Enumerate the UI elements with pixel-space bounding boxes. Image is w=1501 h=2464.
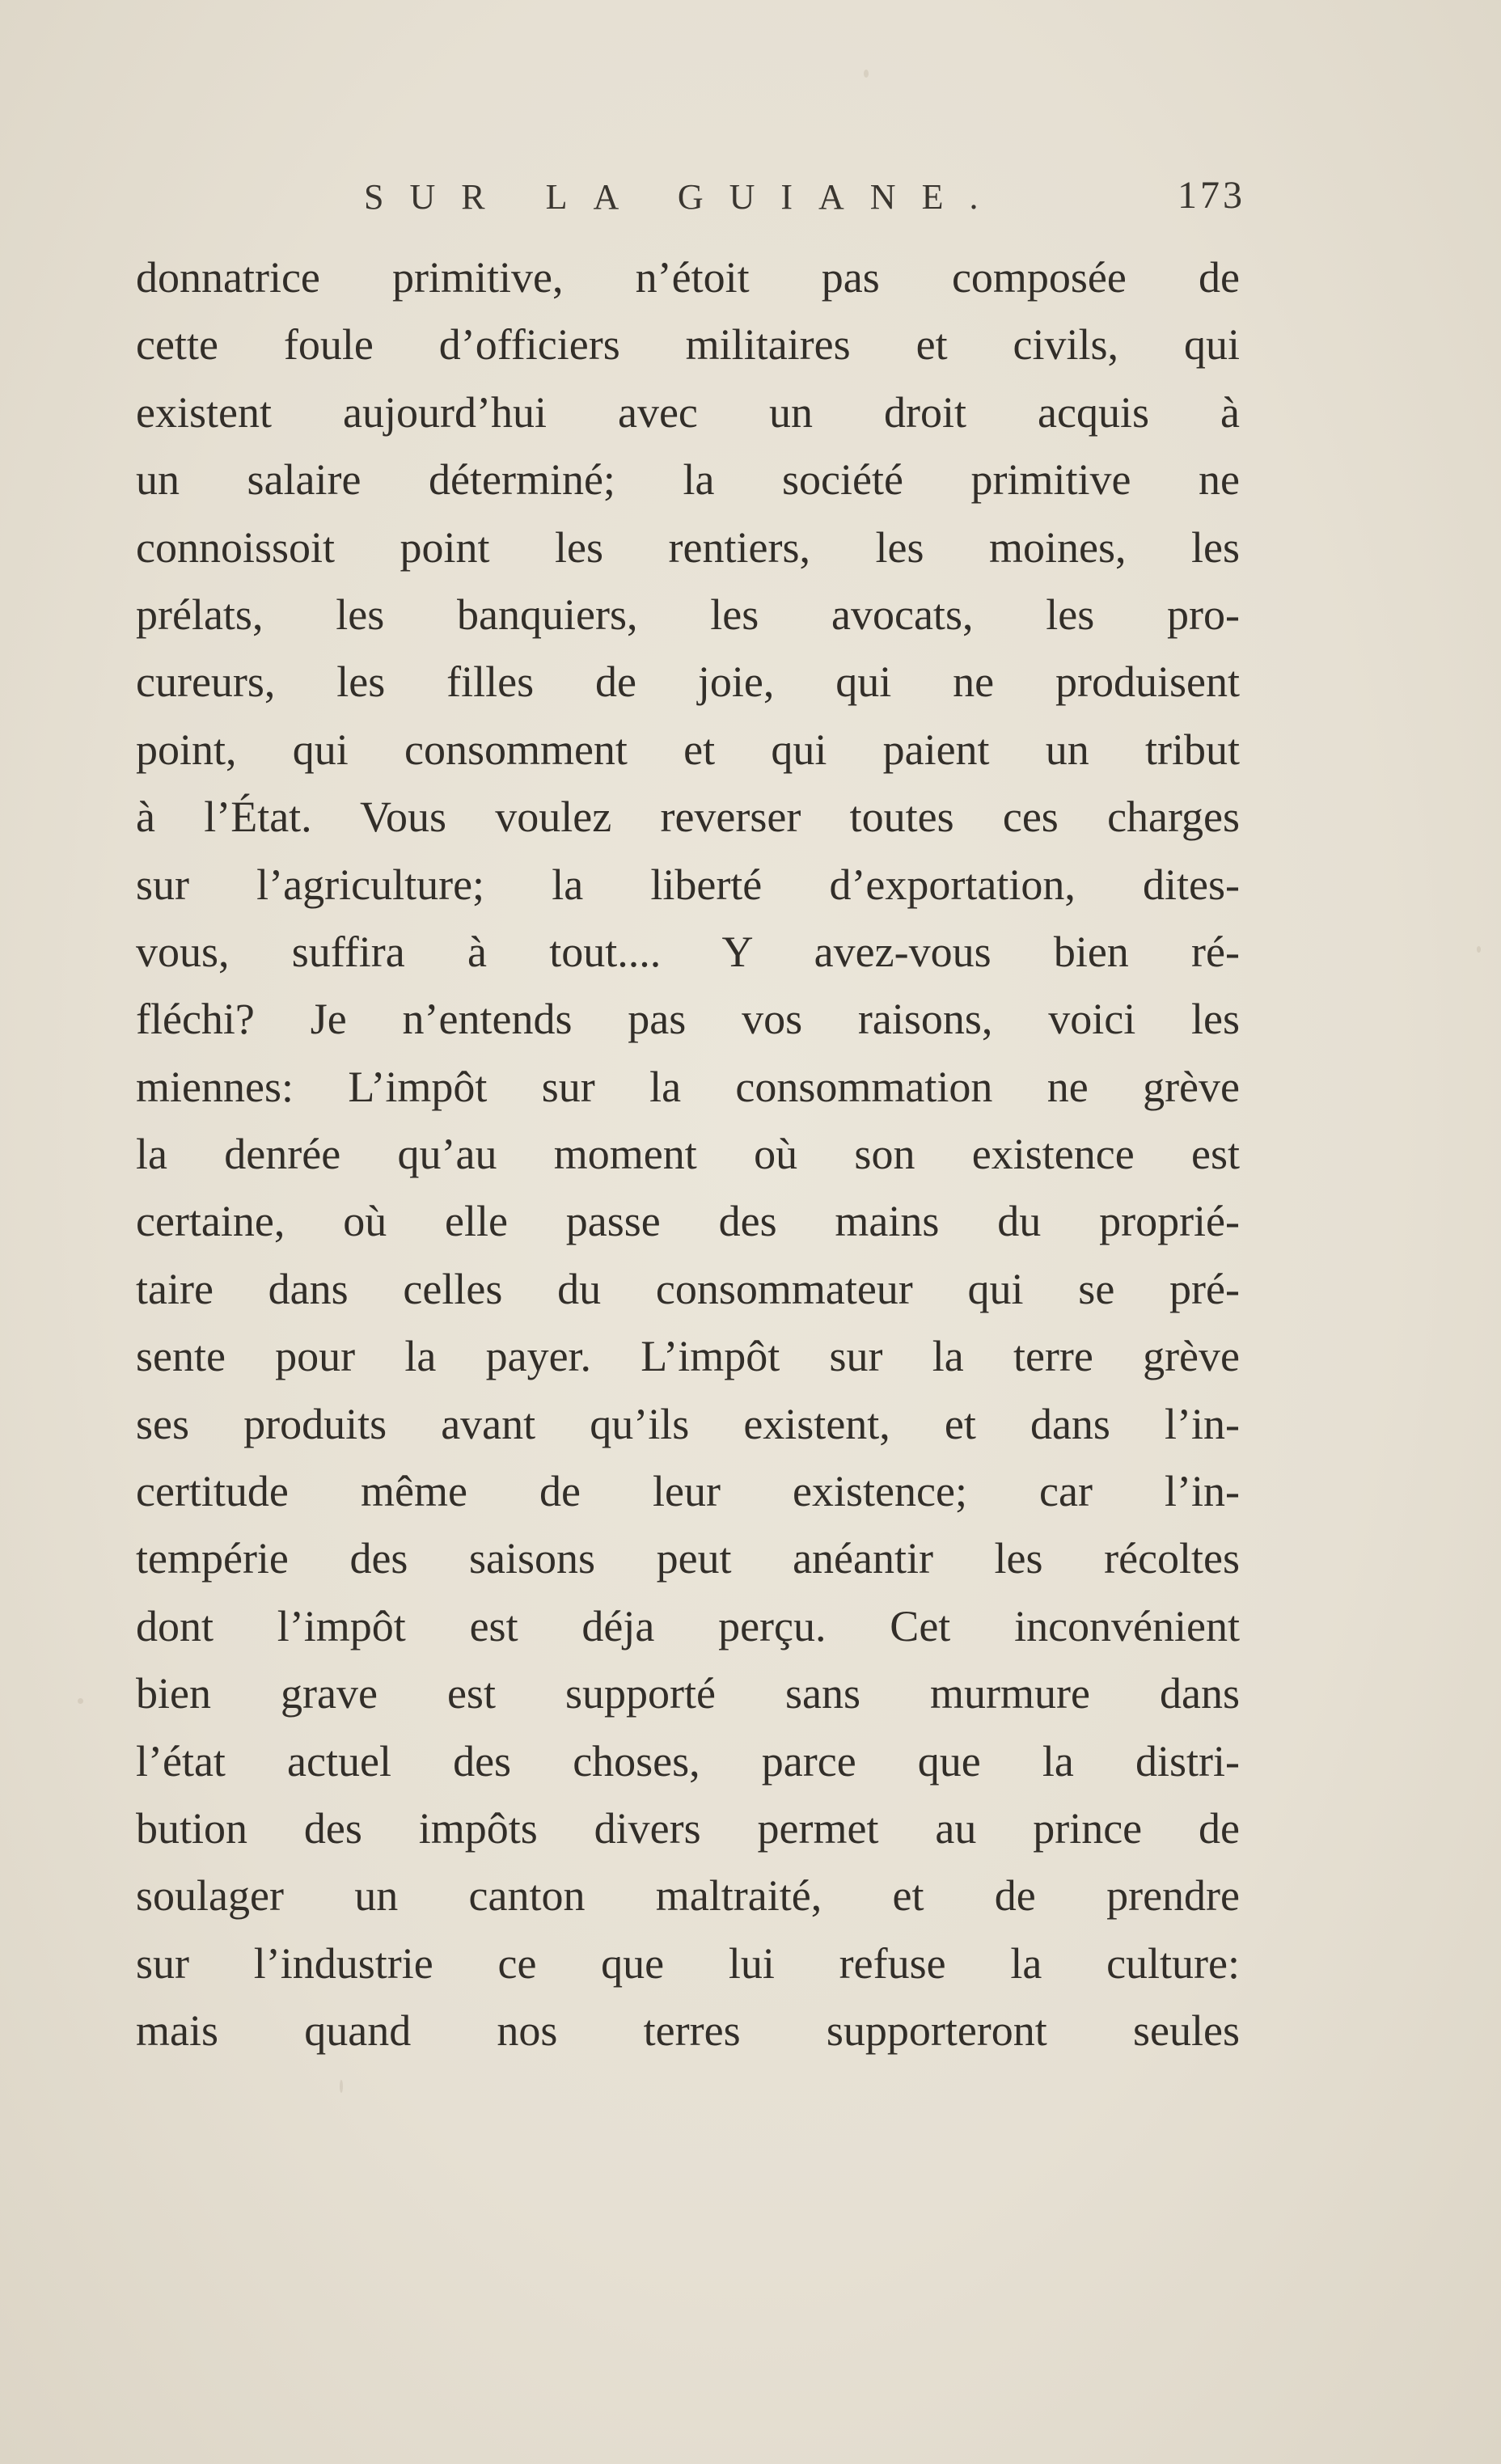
- text-line: certitude même de leur existence; car l’in-: [136, 1467, 1240, 1516]
- text-line: bien grave est supporté sans murmure dans: [136, 1669, 1240, 1718]
- text-line: sente pour la payer. L’impôt sur la terre grève: [136, 1332, 1240, 1381]
- running-head: [129, 176, 1245, 233]
- text-line: tempérie des saisons peut anéantir les récoltes: [136, 1534, 1240, 1583]
- text-line: fléchi? Je n’entends pas vos raisons, voici les: [136, 995, 1240, 1044]
- running-title: SUR LA GUIANE.: [364, 177, 1004, 217]
- text-line: l’état actuel des choses, parce que la distri-: [136, 1736, 1240, 1786]
- text-line: donnatrice primitive, n’étoit pas composée de: [136, 253, 1240, 302]
- page-number: 173: [1178, 174, 1245, 217]
- text-line: bution des impôts divers permet au prince de: [136, 1803, 1240, 1853]
- text-line: vous, suffira à tout.... Y avez-vous bien ré-: [136, 927, 1240, 976]
- text-line: prélats, les banquiers, les avocats, les pro-: [136, 590, 1240, 639]
- text-line: mais quand nos terres supporteront seules: [136, 2006, 1240, 2056]
- text-line: certaine, où elle passe des mains du proprié-: [136, 1197, 1240, 1246]
- text-line: la denrée qu’au moment où son existence est: [136, 1130, 1240, 1179]
- paper-spot: [78, 1698, 83, 1704]
- text-line: connoissoit point les rentiers, les moines, les: [136, 522, 1240, 572]
- text-line: taire dans celles du consommateur qui se pré-: [136, 1264, 1240, 1313]
- text-line: cureurs, les filles de joie, qui ne produisent: [136, 657, 1240, 707]
- text-line: soulager un canton maltraité, et de prendre: [136, 1871, 1240, 1921]
- paper-spot: [1477, 946, 1481, 953]
- paper-spot: [864, 70, 869, 78]
- text-line: à l’État. Vous voulez reverser toutes ces charges: [136, 792, 1240, 842]
- text-line: existent aujourd’hui avec un droit acquis à: [136, 387, 1240, 437]
- text-line: point, qui consomment et qui paient un tribut: [136, 725, 1240, 774]
- body-text: [136, 244, 1240, 2065]
- text-line: dont l’impôt est déja perçu. Cet inconvénient: [136, 1601, 1240, 1650]
- text-line: miennes: L’impôt sur la consommation ne grève: [136, 1062, 1240, 1111]
- text-line: ses produits avant qu’ils existent, et dans l’in-: [136, 1399, 1240, 1448]
- text-line: sur l’industrie ce que lui refuse la culture:: [136, 1938, 1240, 1988]
- paper-spot: [340, 2080, 343, 2093]
- text-line: un salaire déterminé; la société primitive ne: [136, 455, 1240, 505]
- text-line: sur l’agriculture; la liberté d’exportation, dites-: [136, 860, 1240, 909]
- text-line: cette foule d’officiers militaires et civils, qui: [136, 320, 1240, 370]
